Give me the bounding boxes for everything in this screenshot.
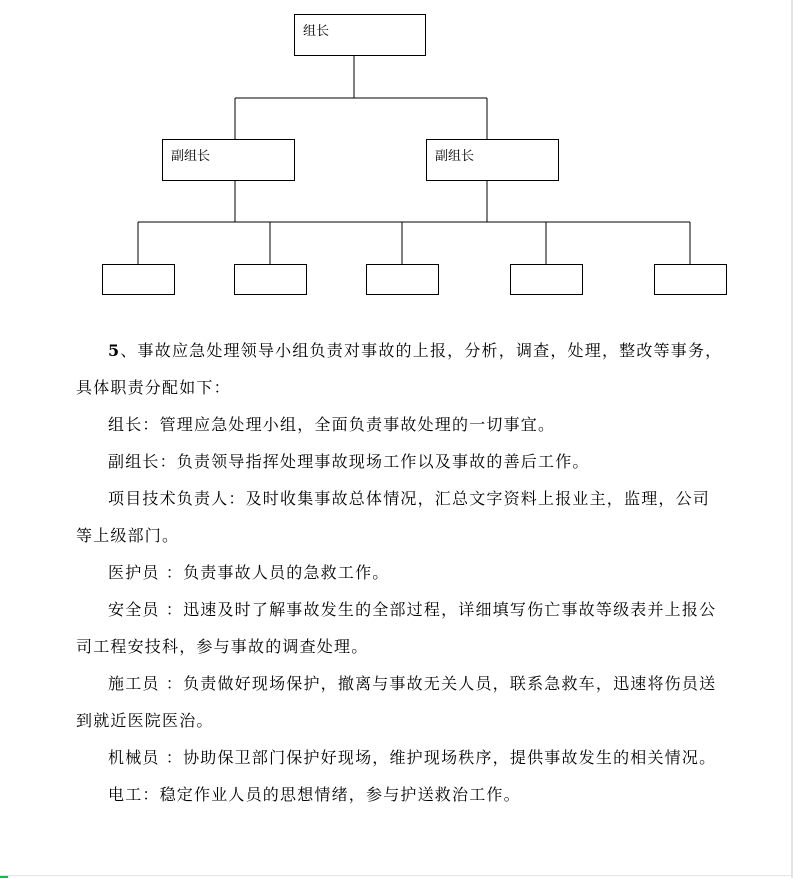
- member-box-3: [367, 265, 439, 295]
- paragraph-text: 、事故应急处理领导小组负责对事故的上报，分析，调查，处理，整改等事务，具体职责分配如下：: [76, 341, 723, 397]
- paragraph-machinery: [76, 739, 726, 776]
- paragraph-deputy: [76, 443, 726, 480]
- member-box-1: [103, 265, 175, 295]
- paragraph-medic: [76, 554, 726, 591]
- paragraph-leader: [76, 406, 726, 443]
- member-box-2: [235, 265, 307, 295]
- deputy-label-right: 副组长: [435, 149, 475, 164]
- paragraph-text: 项目技术负责人：及时收集事故总体情况，汇总文字资料上报业主，监理，公司等上级部门。: [76, 489, 711, 545]
- paragraph-intro: [76, 332, 726, 406]
- member-box-5: [655, 265, 727, 295]
- paragraph-electrician: [76, 776, 726, 813]
- section-number: 5: [108, 341, 121, 360]
- deputy-label-left: 副组长: [171, 149, 211, 164]
- paragraph-construction: [76, 665, 726, 739]
- paragraph-tech-lead: [76, 480, 726, 554]
- paragraph-text: 施工员 ：负责做好现场保护，撤离与事故无关人员，联系急救车，迅速将伤员送到就近医院医治。: [76, 674, 717, 730]
- paragraph-safety: [76, 591, 726, 665]
- paragraph-text: 副组长：负责领导指挥处理事故现场工作以及事故的善后工作。: [108, 452, 590, 471]
- paragraph-text: 机械员 ：协助保卫部门保护好现场，维护现场秩序，提供事故发生的相关情况。: [108, 748, 717, 767]
- paragraph-text: 安全员 ：迅速及时了解事故发生的全部过程，详细填写伤亡事故等级表并上报公司工程安技科，参与事故的调查处理。: [76, 600, 717, 656]
- paragraph-text: 电工：稳定作业人员的思想情绪，参与护送救治工作。: [108, 785, 521, 804]
- paragraph-text: 医护员 ：负责事故人员的急救工作。: [108, 563, 390, 582]
- org-chart: [0, 0, 793, 310]
- bottom-border: [0, 875, 793, 876]
- duty-description: [76, 332, 726, 813]
- paragraph-text: 组长：管理应急处理小组，全面负责事故处理的一切事宜。: [108, 415, 556, 434]
- leader-label: 组长: [303, 24, 330, 39]
- member-box-4: [511, 265, 583, 295]
